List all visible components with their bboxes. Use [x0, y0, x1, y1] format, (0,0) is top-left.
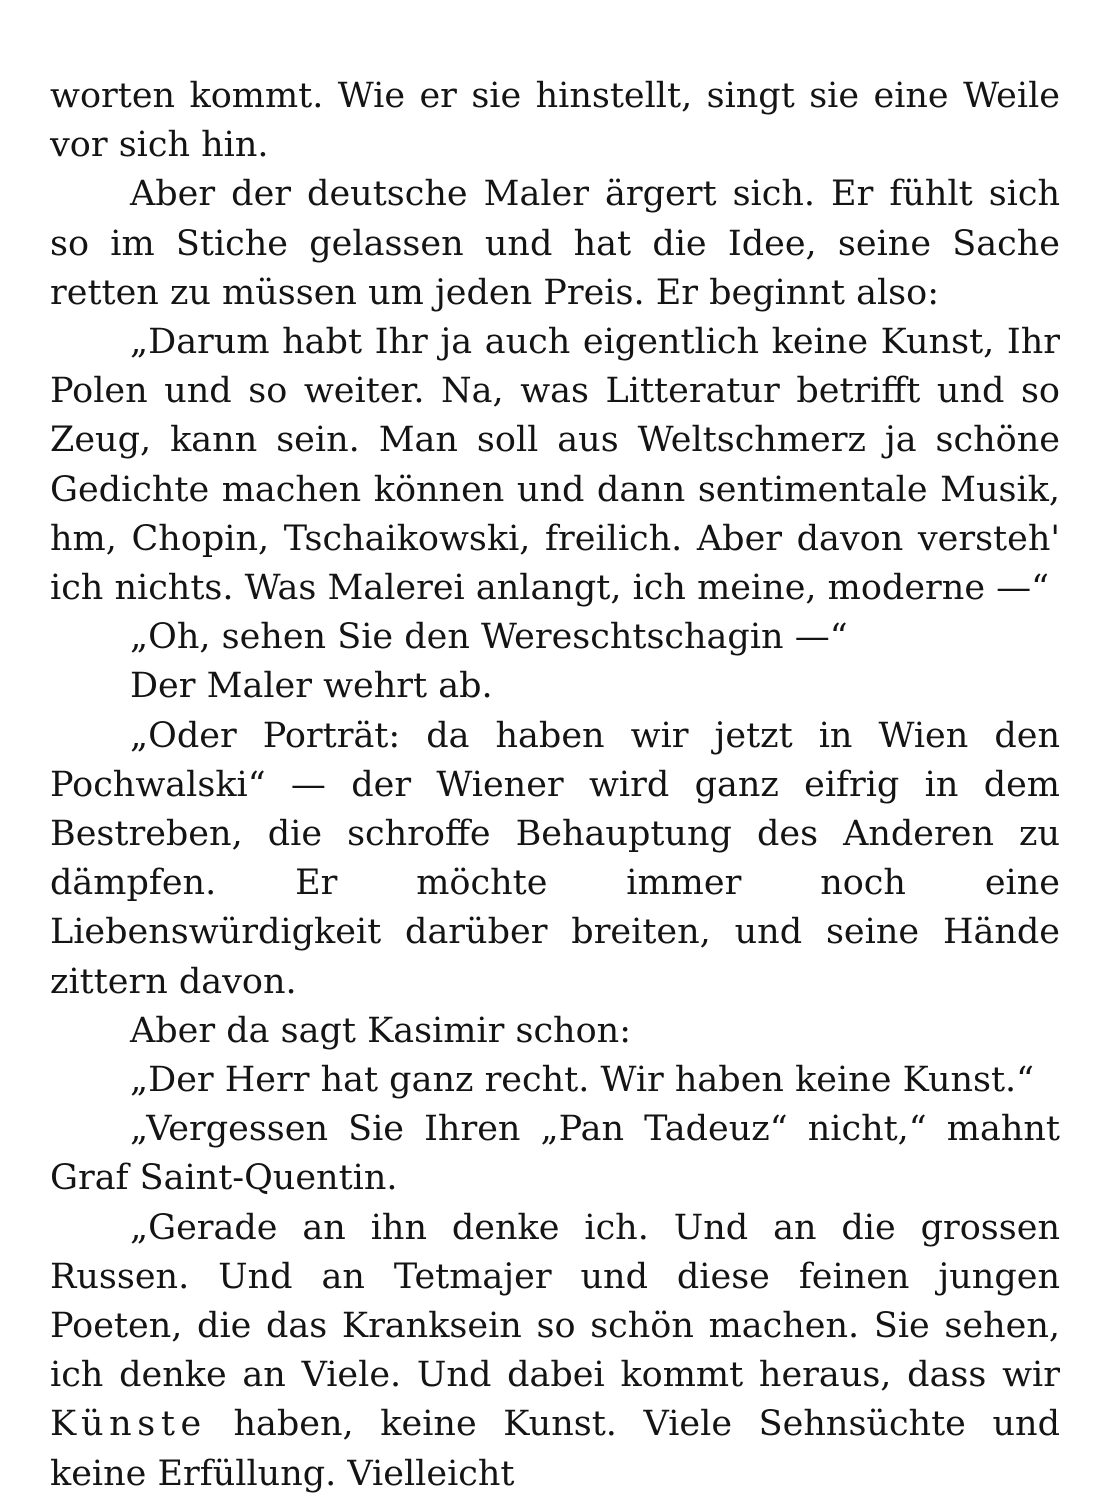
paragraph-10 [50, 1204, 1060, 1499]
paragraph-7: Aber da sagt Kasimir schon: [130, 1010, 631, 1051]
paragraph-4: „Oh, sehen Sie den Wereschtschagin —“ [130, 617, 848, 658]
book-page [50, 72, 1060, 1499]
paragraph-1: worten kommt. Wie er sie hinstellt, singt sie eine Weile vor sich hin. [50, 76, 1060, 166]
paragraph-5: Der Maler wehrt ab. [130, 666, 493, 707]
paragraph-8: „Der Herr hat ganz recht. Wir haben keine Kunst.“ [130, 1060, 1035, 1101]
paragraph-3: „Darum habt Ihr ja auch eigentlich keine Kunst, Ihr Polen und so weiter. Na, was Litteratur betrifft und so Zeug, kann sein. Man soll aus Weltschmerz ja schöne Gedichte machen können und dann sentimentale Musik, hm, Chopin, Tschaikowski, freilich. Aber davon versteh' ich nichts. Was Malerei anlangt, ich meine, moderne —“ [50, 322, 1060, 609]
paragraph-6: „Oder Porträt: da haben wir jetzt in Wien den Pochwalski“ — der Wiener wird ganz eifrig in dem Bestreben, die schroffe Behauptung des Anderen zu dämpfen. Er möchte immer noch eine Liebenswürdigkeit darüber breiten, und seine Hände zittern davon. [50, 715, 1060, 1002]
paragraph-10-text-start: „Gerade an ihn denke ich. Und an die grossen Russen. Und an Tetmajer und diese feinen jungen Poeten, die das Kranksein so schön machen. Sie sehen, ich denke an Viele. Und dabei kommt heraus, dass wir [50, 1207, 1060, 1396]
emphasized-word: Künste [50, 1404, 207, 1445]
paragraph-9: „Vergessen Sie Ihren „Pan Tadeuz“ nicht,“ mahnt Graf Saint-Quentin. [50, 1109, 1060, 1199]
paragraph-2: Aber der deutsche Maler ärgert sich. Er fühlt sich so im Stiche gelassen und hat die Idee, seine Sache retten zu müssen um jeden Preis. Er beginnt also: [50, 174, 1060, 313]
paragraph-10-text-end: haben, keine Kunst. Viele Sehnsüchte und keine Erfüllung. Vielleicht [50, 1404, 1060, 1494]
